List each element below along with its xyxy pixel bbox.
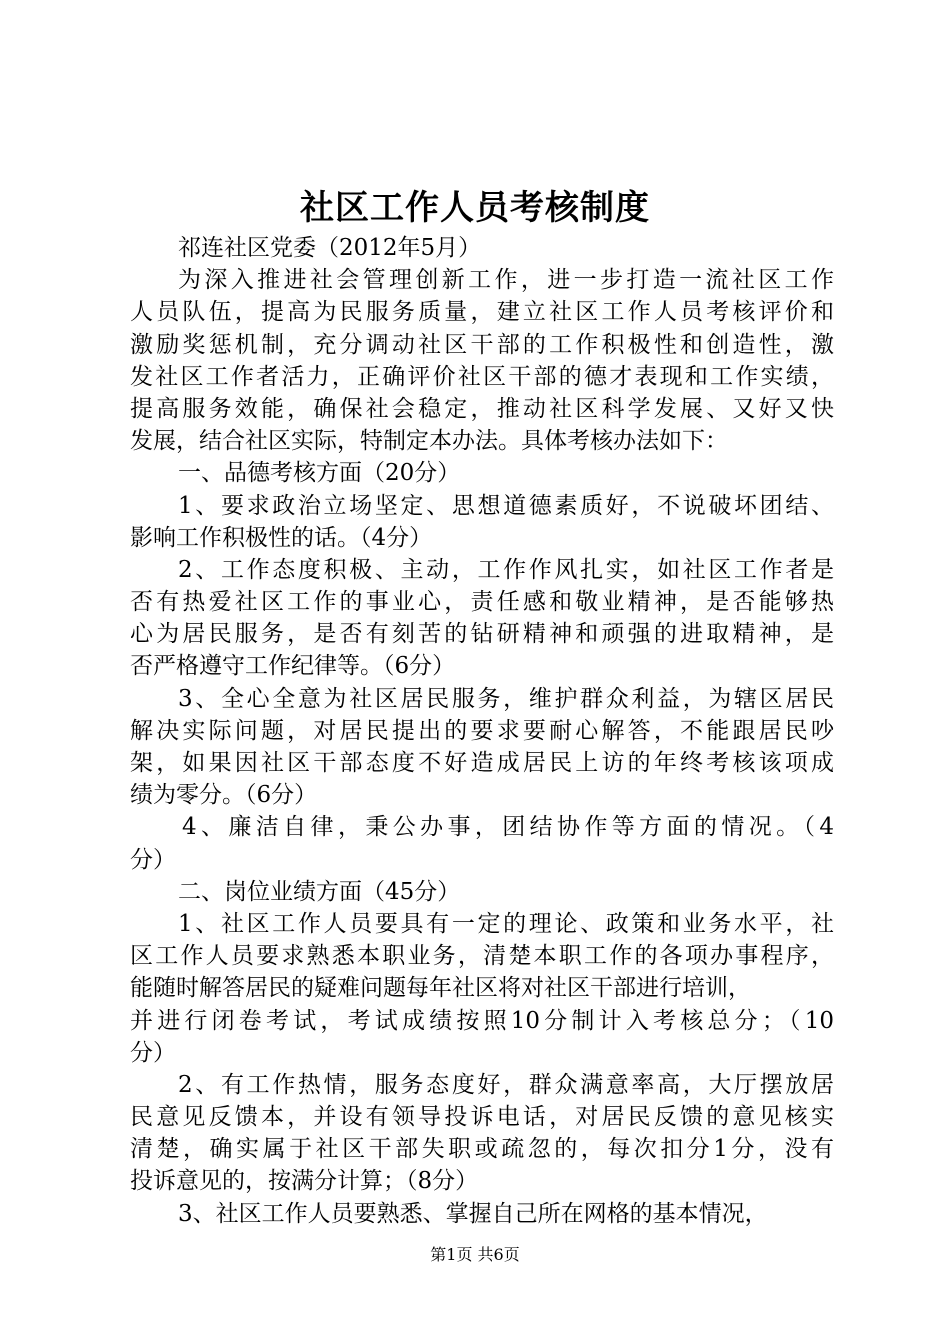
section-heading: 一、品德考核方面（20分） (178, 460, 461, 487)
paragraph-line: 为深入推进社会管理创新工作，进一步打造一流社区工作 (178, 267, 834, 294)
document-title: 社区工作人员考核制度 (300, 188, 650, 228)
paragraph-line: 1、要求政治立场坚定、思想道德素质好，不说破坏团结、 (178, 492, 834, 519)
author-line: 祁连社区党委（2012年5月） (178, 235, 482, 261)
paragraph-line: 2、工作态度积极、主动，工作作风扎实，如社区工作者是 (178, 556, 834, 583)
paragraph-line: 激励奖惩机制，充分调动社区干部的工作积极性和创造性，激 (130, 331, 834, 358)
paragraph-line: 清楚，确实属于社区干部失职或疏忽的，每次扣分1分，没有 (130, 1136, 834, 1163)
paragraph-line: 发展，结合社区实际，特制定本办法。具体考核办法如下： (130, 428, 728, 455)
paragraph-line: 人员队伍，提高为民服务质量，建立社区工作人员考核评价和 (130, 299, 834, 326)
paragraph-line: 3、社区工作人员要熟悉、掌握自己所在网格的基本情况， (178, 1200, 768, 1227)
paragraph-line: 解决实际问题，对居民提出的要求要耐心解答，不能跟居民吵 (130, 717, 834, 744)
paragraph-line: 心为居民服务，是否有刻苦的钻研精神和顽强的进取精神，是 (130, 621, 834, 648)
paragraph-line: 影响工作积极性的话。（4分） (130, 524, 433, 551)
paragraph-line: 3、全心全意为社区居民服务，维护群众利益，为辖区居民 (178, 685, 834, 712)
paragraph-line: 发社区工作者活力，正确评价社区干部的德才表现和工作实绩， (130, 363, 834, 390)
paragraph-line: 区工作人员要求熟悉本职业务，清楚本职工作的各项办事程序， (130, 943, 834, 970)
paragraph-line: 投诉意见的，按满分计算；（8分） (130, 1168, 479, 1195)
paragraph-line: 否有热爱社区工作的事业心，责任感和敬业精神，是否能够热 (130, 589, 834, 616)
paragraph-line: 并进行闭卷考试，考试成绩按照10分制计入考核总分；（10 (130, 1007, 834, 1034)
paragraph-line: 分） (130, 846, 176, 873)
paragraph-line: 民意见反馈本，并设有领导投诉电话，对居民反馈的意见核实 (130, 1104, 834, 1131)
paragraph-line: 分） (130, 1039, 176, 1066)
document-body (130, 232, 834, 1230)
page-number: 第1页 共6页 (430, 1245, 520, 1264)
paragraph-line: 1、社区工作人员要具有一定的理论、政策和业务水平，社 (178, 910, 834, 937)
paragraph-line: 能随时解答居民的疑难问题每年社区将对社区干部进行培训， (130, 975, 751, 1002)
section-heading: 二、岗位业绩方面（45分） (178, 878, 461, 905)
paragraph-line: 提高服务效能，确保社会稳定，推动社区科学发展、又好又快 (130, 395, 834, 422)
paragraph-line: 绩为零分。（6分） (130, 782, 318, 809)
paragraph-line: 架，如果因社区干部态度不好造成居民上访的年终考核该项成 (130, 750, 834, 776)
paragraph-line: 否严格遵守工作纪律等。（6分） (130, 653, 456, 680)
paragraph-line: 4、廉洁自律，秉公办事，团结协作等方面的情况。（4 (182, 814, 834, 841)
paragraph-line: 2、有工作热情，服务态度好，群众满意率高，大厅摆放居 (178, 1071, 834, 1098)
